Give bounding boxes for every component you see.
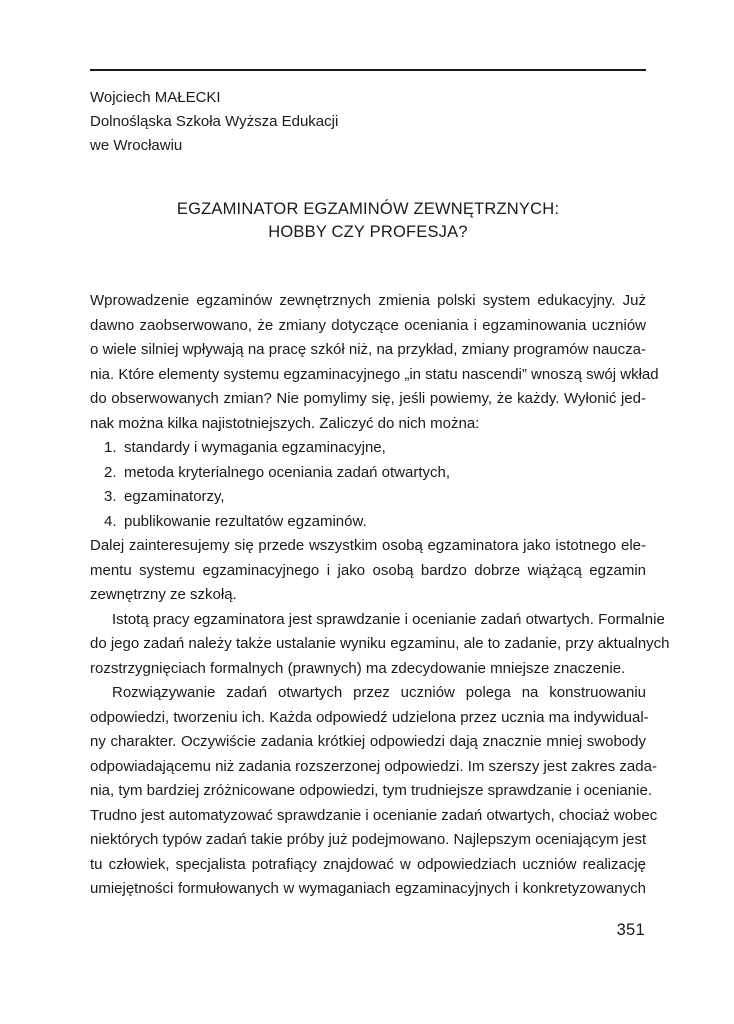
paragraph-line: nia, tym bardziej zróżnicowane odpowiedzi, tym trudniejsze sprawdzanie i ocenianie.: [90, 782, 652, 799]
page-number: 351: [616, 921, 645, 939]
list-item: [90, 510, 646, 535]
list-text: egzaminatorzy,: [124, 488, 225, 505]
paragraph-line: ny charakter. Oczywiście zadania krótkiej odpowiedzi dają znacznie mniej swobody: [90, 733, 646, 750]
list-text: standardy i wymagania egzaminacyjne,: [124, 439, 386, 456]
paragraph-line: do obserwowanych zmian? Nie pomylimy się, jeśli powiemy, że każdy. Wyłonić jed-: [90, 390, 646, 407]
paragraph-line: Istotą pracy egzaminatora jest sprawdzanie i ocenianie zadań otwartych. Formalnie: [112, 610, 665, 628]
list-text: metoda kryterialnego oceniania zadań otwartych,: [124, 463, 451, 481]
paragraph-line: o wiele silniej wpływają na pracę szkół niż, na przykład, zmiany programów naucza-: [90, 341, 646, 358]
paragraph-line: niektórych typów zadań takie próby już podejmowano. Najlepszym oceniającym jest: [90, 831, 647, 848]
list-item: [90, 485, 646, 510]
paragraph-line: Rozwiązywanie zadań otwartych przez uczniów polega na konstruowaniu: [112, 684, 646, 701]
paragraph-line: Trudno jest automatyzować sprawdzanie i ocenianie zadań otwartych, chociaż wobec: [90, 806, 658, 824]
paragraph-line: nia. Które elementy systemu egzaminacyjnego „in statu nascendi” wnoszą swój wkład: [90, 365, 659, 383]
author-institution: Dolnośląska Szkoła Wyższa Edukacji: [90, 113, 339, 130]
list-number: 1.: [104, 439, 117, 456]
paragraph-line: odpowiedzi, tworzeniu ich. Każda odpowiedź udzielona przez ucznia ma indywidual-: [90, 708, 649, 726]
list-item: [90, 436, 646, 461]
article-title: [90, 198, 646, 244]
paragraph-line: umiejętności formułowanych w wymaganiach egzaminacyjnych i konkretyzowanych: [90, 880, 646, 897]
list-text: publikowanie rezultatów egzaminów.: [124, 512, 367, 530]
author-block: [90, 86, 338, 158]
list-number: 3.: [104, 488, 117, 505]
title-line-2: HOBBY CZY PROFESJA?: [268, 223, 468, 241]
paragraph-line: tu człowiek, specjalista potrafiący znajdować w odpowiedziach uczniów realizację: [90, 855, 646, 873]
paragraph-line: zewnętrzny ze szkołą.: [90, 586, 237, 603]
paragraph-line: Wprowadzenie egzaminów zewnętrznych zmienia polski system edukacyjny. Już: [90, 292, 646, 309]
title-line-1: EGZAMINATOR EGZAMINÓW ZEWNĘTRZNYCH:: [176, 200, 560, 218]
paragraph-line: nak można kilka najistotniejszych. Zaliczyć do nich można:: [90, 414, 480, 432]
paragraph-line: rozstrzygnięciach formalnych (prawnych) ma zdecydowanie mniejsze znaczenie.: [90, 659, 626, 677]
list-item: [90, 461, 646, 486]
list-number: 2.: [104, 463, 117, 481]
header-rule: [90, 69, 646, 71]
article-body: [90, 289, 670, 902]
paragraph-line: Dalej zainteresujemy się przede wszystkim osobą egzaminatora jako istotnego ele-: [90, 537, 646, 554]
paragraph-line: mentu systemu egzaminacyjnego i jako osobą bardzo dobrze wiążącą egzamin: [90, 561, 646, 579]
author-city: we Wrocławiu: [90, 137, 183, 154]
paragraph-line: odpowiadającemu niż zadania rozszerzonej odpowiedzi. Im szerszy jest zakres zada-: [90, 757, 657, 775]
paragraph-line: dawno zaobserwowano, że zmiany dotyczące oceniania i egzaminowania uczniów: [90, 316, 646, 334]
paragraph-line: do jego zadań należy także ustalanie wyniku egzaminu, ale to zadanie, przy aktualnych: [90, 635, 670, 652]
list-number: 4.: [104, 512, 117, 530]
author-name: Wojciech MAŁECKI: [90, 89, 221, 106]
